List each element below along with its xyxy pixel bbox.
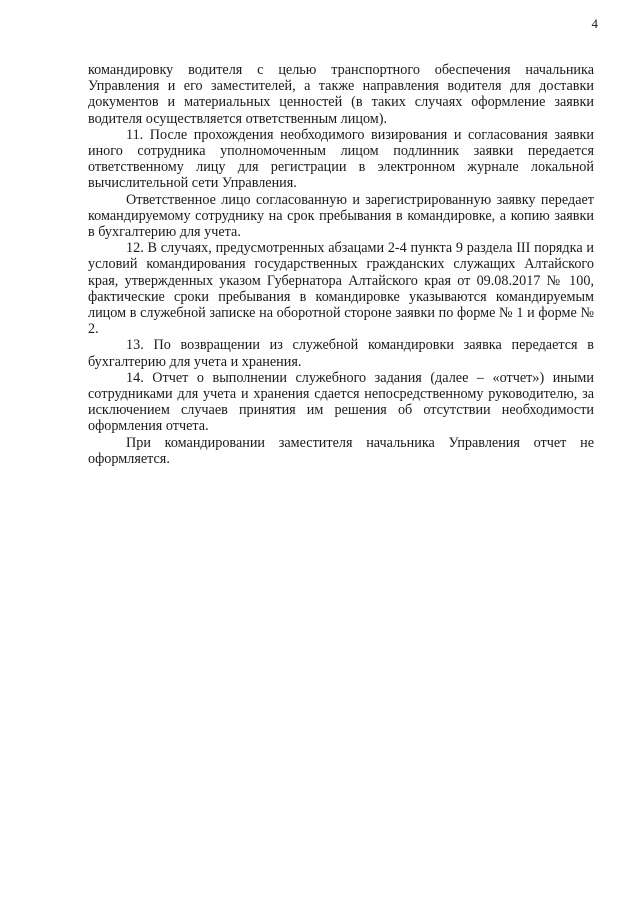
paragraph-item-13: 13. По возвращении из служебной командировки заявка передается в бухгалтерию для учета и хранения.: [88, 337, 594, 370]
paragraph-item-11: 11. После прохождения необходимого визирования и согласования заявки иного сотрудника уполномоченным лицом подлинник заявки передается ответственному лицу для регистрации в электронном журнале локальной вычислительной сети Управления.: [88, 126, 594, 192]
document-body: [88, 62, 594, 467]
paragraph-responsible-person: Ответственное лицо согласованную и зарегистрированную заявку передает командируемому сотруднику на срок пребывания в командировке, а копию заявки в бухгалтерию для учета.: [88, 191, 594, 241]
paragraph-continuation: командировку водителя с целью транспортного обеспечения начальника Управления и его заместителей, а также направления водителя для доставки документов и материальных ценностей (в таких случаях оформление заявки водителя осуществляется ответственным лицом).: [88, 62, 594, 127]
paragraph-item-14: 14. Отчет о выполнении служебного задания (далее – «отчет») иными сотрудниками для учета и хранения сдается непосредственному руководителю, за исключением случаев принятия им решения об отсутствии необходимости оформления отчета.: [88, 369, 594, 435]
paragraph-deputy-report: При командировании заместителя начальника Управления отчет не оформляется.: [88, 434, 594, 467]
page-number: 4: [591, 16, 598, 31]
paragraph-item-12: 12. В случаях, предусмотренных абзацами 2-4 пункта 9 раздела III порядка и условий командирования государственных гражданских служащих Алтайского края, утвержденных указом Губернатора Алтайского края от 09.08.2017 № 100, фактические сроки пребывания в командировке указываются командируемым лицом в служебной записке на оборотной стороне заявки по форме № 1 и форме № 2.: [88, 240, 594, 338]
